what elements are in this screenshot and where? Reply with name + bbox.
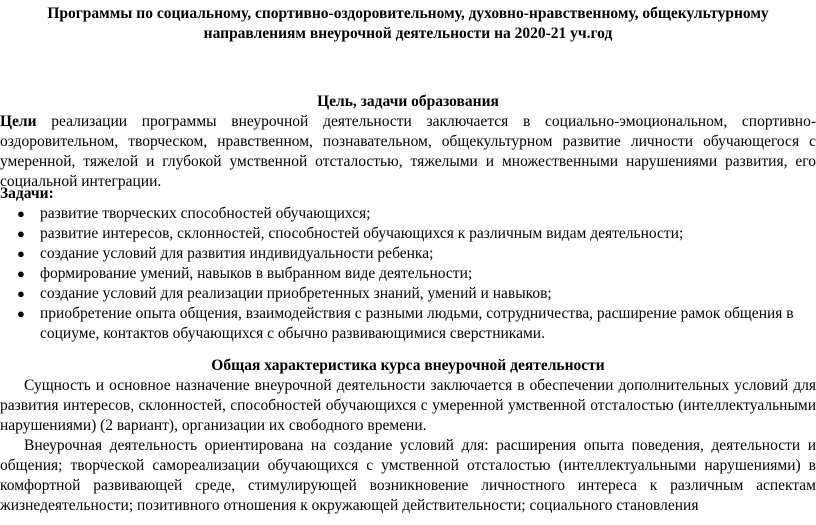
course-heading: Общая характеристика курса внеурочной деятельности [211,357,605,374]
document-title [0,4,816,44]
tasks-list [0,204,816,344]
task-text: развитие творческих способностей обучающихся; [40,205,371,222]
bullet-icon: ● [17,246,25,261]
goals-text: реализации программы внеурочной деятельности заключается в социально-эмоциональном, спортивно-оздоровительном, творческом, нравственном, познавательном, общекультурном развитие личности обучающегося с умеренной, тяжелой и глубокой умственной отсталостью, тяжелыми и множественными нарушениями развития, его социальной интеграции. [0,113,816,190]
goals-heading: Цель, задачи образования [317,93,499,110]
goals-paragraph [0,112,816,192]
document-title-line-1: Программы по социальному, спортивно-оздоровительному, духовно-нравственному, общекультурному [47,5,769,22]
bullet-icon: ● [17,226,25,241]
task-text: формирование умений, навыков в выбранном виде деятельности; [40,265,473,282]
list-item [0,204,816,224]
task-text: создание условий для реализации приобретенных знаний, умений и навыков; [40,285,552,302]
task-text: развитие интересов, склонностей, способностей обучающихся к различным видам деятельности; [40,225,684,242]
course-paragraph-2: Внеурочная деятельность ориентирована на создание условий для: расширения опыта поведения, деятельности и общения; творческой самореализации обучающихся с умственной отсталостью (интеллектуальными нарушениями) в комфортной развивающей среде, стимулирующей возникновение личностного интереса к различным аспектам жизнедеятельности; позитивного отношения к окружающей действительности; социального становления [0,437,816,514]
bullet-icon: ● [17,306,25,321]
task-text: приобретение опыта общения, взаимодействия с разными людьми, сотрудничества, расширение рамок общения в социуме, контактов обучающихся с обычно развивающимися сверстниками. [40,305,794,342]
list-item [0,224,816,244]
list-item [0,284,816,304]
bullet-icon: ● [17,206,25,221]
list-item [0,264,816,284]
bullet-icon: ● [17,286,25,301]
list-item [0,244,816,264]
task-text: создание условий для развития индивидуальности ребенка; [40,245,434,262]
bullet-icon: ● [17,266,25,281]
goals-lead: Цели [0,113,37,130]
course-paragraph-1: Сущность и основное назначение внеурочной деятельности заключается в обеспечении дополнительных условий для развития интересов, склонностей, способностей обучающихся с умеренной умственной отсталостью (интеллектуальными нарушениями) (2 вариант), организации их свободного времени. [0,377,816,434]
document-title-line-2: направлениям внеурочной деятельности на 2020-21 уч.год [203,25,613,42]
tasks-label: Задачи: [0,185,54,202]
list-item [0,304,816,344]
